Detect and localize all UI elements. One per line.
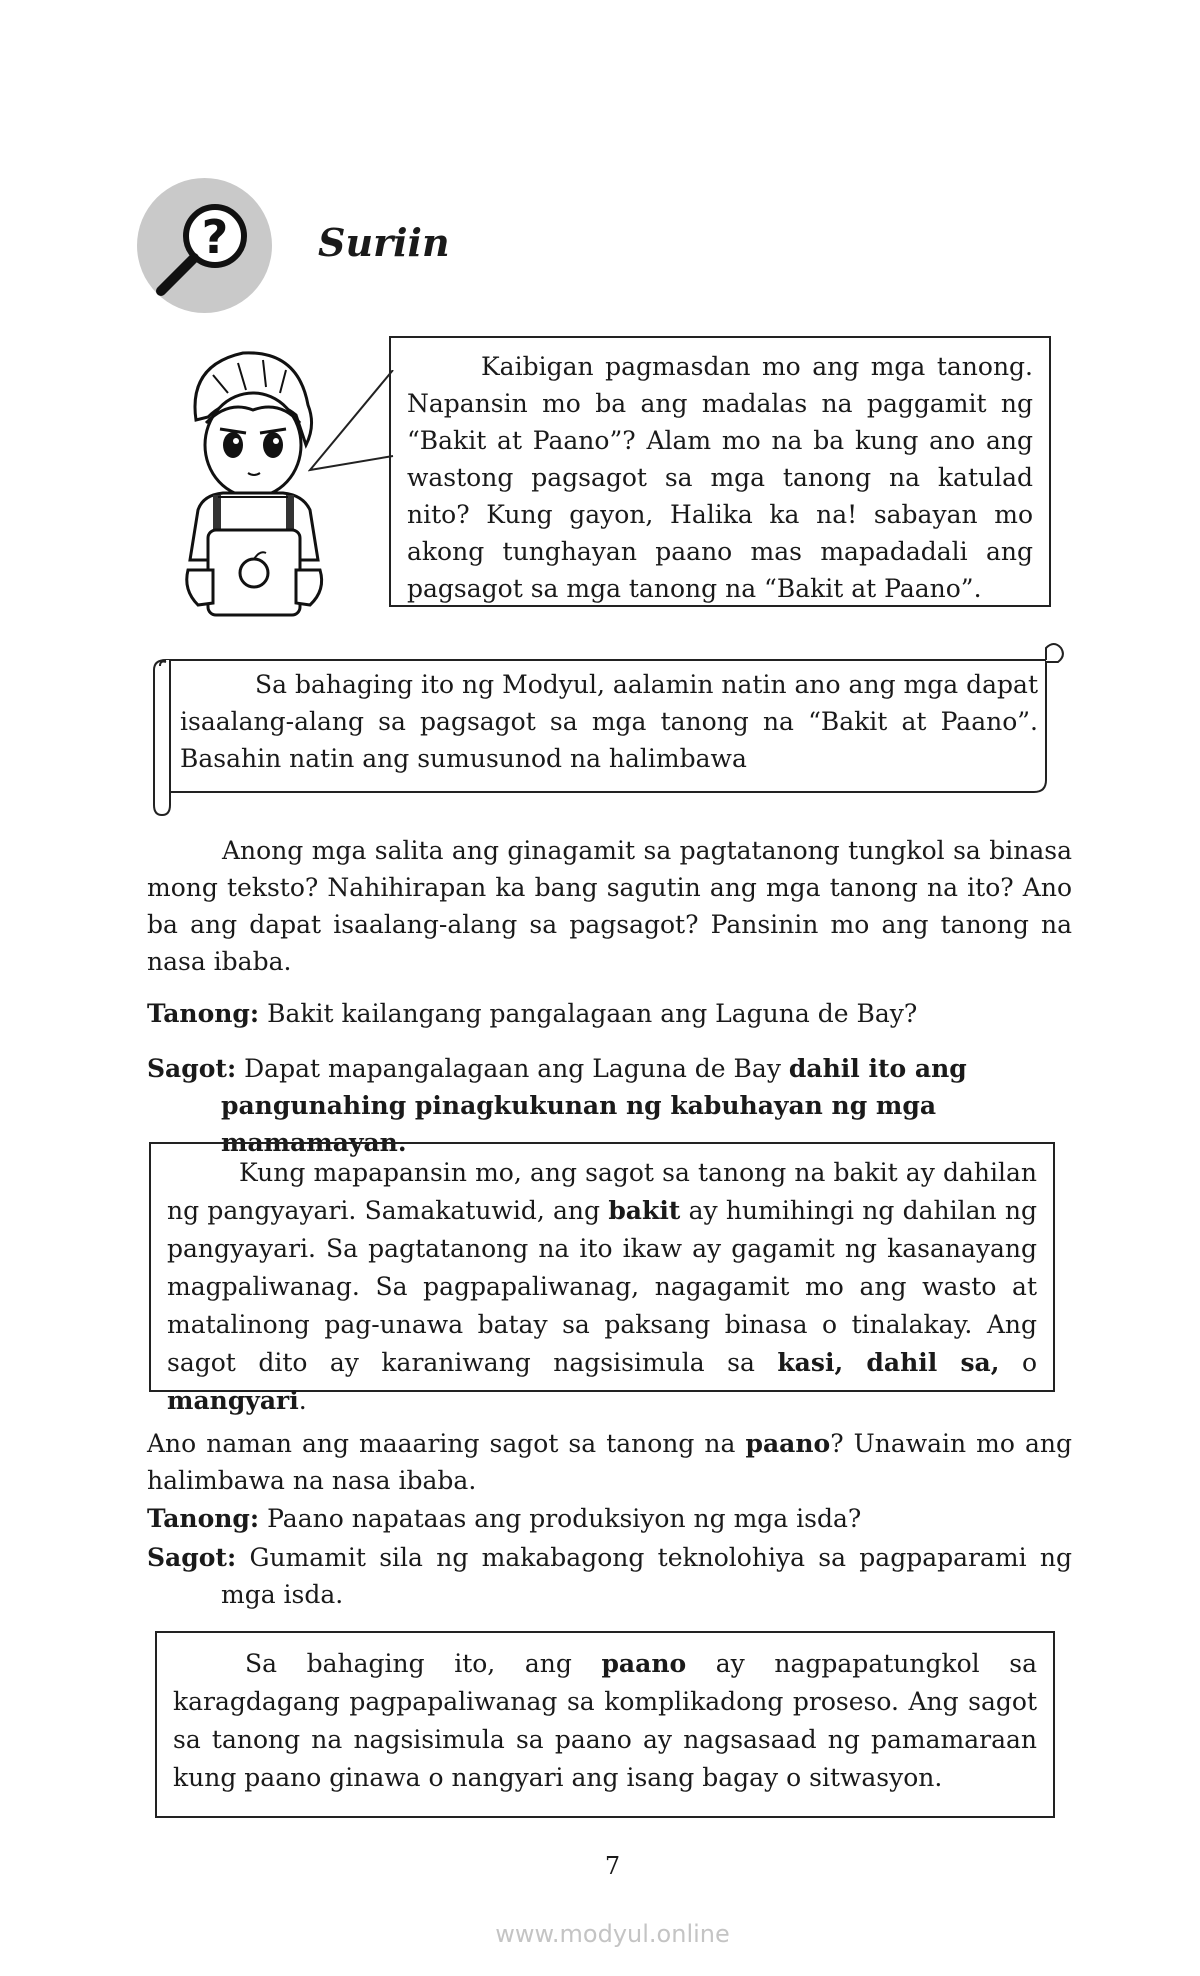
mid-bold-paano: paano [745,1429,831,1458]
qa1-answer-label: Sagot: [147,1054,237,1083]
box1-bold-bakit: bakit [608,1196,681,1225]
box2-bold-paano: paano [601,1649,687,1678]
mid-text-1: Ano naman ang maaaring sagot sa tanong na [147,1429,736,1458]
qa2-question-text: Paano napataas ang produksiyon ng mga isda? [267,1504,862,1533]
qa2-answer-label: Sagot: [147,1543,237,1572]
intro-paragraph [147,832,1072,980]
scroll-text-block [180,666,1038,777]
qa1-question-text: Bakit kailangang pangalagaan ang Laguna de Bay? [267,999,918,1028]
scroll-banner [146,640,1066,820]
box2-text-2: ay nagpapatungkol sa karagdagang pagpapaliwanag sa komplikadong proseso. Ang sagot sa tanong na nagsisimula sa paano ay nagsasaad ng pamamaraan kung paano ginawa o nangyari ang isang bagay o sitwasyon. [173,1649,1037,1792]
box1-text-1: Kung mapapansin mo, ang sagot sa tanong na bakit ay dahilan ng pangyayari. Samakatuwid, ang [167,1158,1037,1225]
qa2-answer [147,1539,1072,1613]
box1-bold-mangyari: mangyari [167,1386,299,1415]
box1-bold-kasi: kasi, dahil sa, [777,1348,1000,1377]
qa1-question [147,995,1072,1032]
box2-text-1: Sa bahaging ito, ang [245,1649,572,1678]
speech-text: Kaibigan pagmasdan mo ang mga tanong. Napansin mo ba ang madalas na paggamit ng “Bakit at Paano”? Alam mo na ba kung ano ang wastong pagsagot sa mga tanong na katulad nito? Kung gayon, Halika ka na! sabayan mo akong tunghayan paano mas mapadadali ang pagsagot sa mga tanong na “Bakit at Paano”. [407,352,1033,603]
svg-text:?: ? [201,210,229,264]
mid-paragraph [147,1425,1072,1499]
intro-text: Anong mga salita ang ginagamit sa pagtatanong tungkol sa binasa mong teksto? Nahihirapan ka bang sagutin ang mga tanong na ito? Ano ba ang dapat isaalang-alang sa pagsagot? Pansinin mo ang tanong na nasa ibaba. [147,836,1072,976]
qa2-question-label: Tanong: [147,1504,260,1533]
box1-text-4: . [298,1386,307,1415]
explanation-box-paano [155,1631,1055,1818]
qa2-answer-text: Gumamit sila ng makabagong teknolohiya sa pagpaparami ng mga isda. [221,1543,1072,1609]
mid-text-2: ? Unawain mo ang halimbawa na nasa ibaba. [147,1429,1072,1495]
speech-bubble [389,336,1051,607]
watermark: www.modyul.online [495,1920,730,1948]
magnifier-question-icon [137,178,272,313]
scroll-text: Sa bahaging ito ng Modyul, aalamin natin ano ang mga dapat isaalang-alang sa pagsagot sa mga tanong na “Bakit at Paano”. Basahin natin ang sumusunod na halimbawa [180,670,1038,773]
box1-text-2: ay humihingi ng dahilan ng pangyayari. Sa pagtatanong na ito ikaw ay gagamit ng kasanayang magpaliwanag. Sa pagpapaliwanag, nagagamit mo ang wasto at matalinong pag-unawa batay sa paksang binasa o tinalakay. Ang sagot dito ay karaniwang nagsisimula sa [167,1196,1037,1377]
box1-text-3: o [1021,1348,1037,1377]
section-title: Suriin [318,220,450,265]
explanation-box-bakit [149,1142,1055,1415]
qa1-answer-bold: dahil ito ang pangunahing pinagkukunan ng kabuhayan ng mga mamamayan. [221,1054,967,1157]
page-number: 7 [604,1852,621,1880]
qa2-question [147,1500,1072,1537]
qa1-answer-text: Dapat mapangalagaan ang Laguna de Bay [244,1054,781,1083]
section-icon-badge [137,178,272,313]
speech-bubble-tail [308,370,398,480]
qa1-question-label: Tanong: [147,999,260,1028]
